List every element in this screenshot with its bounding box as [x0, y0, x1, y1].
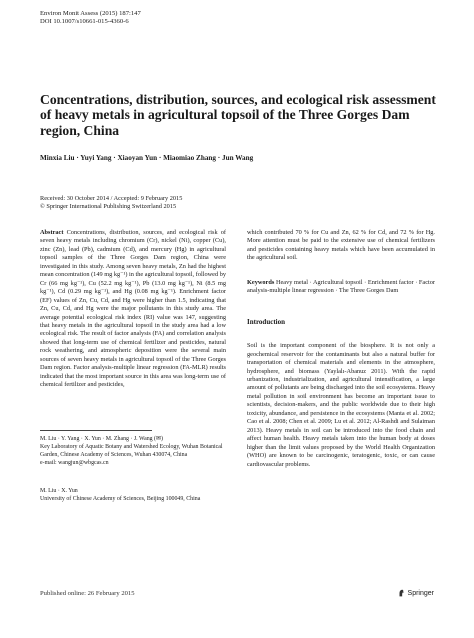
affiliation-separator: [40, 430, 152, 431]
introduction-text: Soil is the important component of the biosphere. It is not only a geochemical reservoir for the contaminants but also a natural buffer for transportation of chemical materials and elements in the atmosphere, hydrosphere, and biomass (Yaylalı-Abanuz 2011). With the rapid urbanization, industrialization, and agricultural intensification, a large amount of pollutants are being discharged into the soil ecosystems. Heavy metal pollution in soil environment has become an important issue to scientists, decision-makers, and the public worldwide due to their high toxicity, abundance, and persistence in the ecosystems (Manta et al. 2002; Cao et al. 2008; Chen et al. 2009; Lu et al. 2012; Al-Rashdi and Sulaiman 2013). Heavy metals in soil can be introduced into the food chain and affect human health. Heavy metals taken into the human body at doses higher than the limit values proposed by the World Health Organization (WHO) are known to be carcinogenic, teratogenic, toxic, or can cause cardiovascular problems.: [247, 342, 435, 468]
abstract: [40, 229, 226, 390]
introduction-heading: Introduction: [247, 317, 285, 326]
keywords: [247, 279, 435, 296]
journal-citation: Environ Monit Assess (2015) 187:147: [40, 10, 141, 17]
received-accepted: Received: 30 October 2014 / Accepted: 9 February 2015: [40, 195, 183, 202]
author-list: Minxia Liu · Yuyi Yang · Xiaoyan Yun · Miaomiao Zhang · Jun Wang: [40, 154, 254, 162]
abstract-continuation: which contributed 70 % for Cu and Zn, 62 % for Cd, and 72 % for Hg. More attention must be paid to the extensive use of chemical fertilizers and pesticides containing heavy metals which have been accumulated in the agricultural soil.: [247, 229, 435, 262]
abstract-text: Concentrations, distribution, sources, and ecological risk of seven heavy metals including chromium (Cr), nickel (Ni), copper (Cu), zinc (Zn), lead (Pb), cadmium (Cd), and mercury (Hg) in agricultural topsoil samples of the Three Gorges Dam region, China were investigated in this study. Among seven heavy metals, Zn had the highest mean concentration (149 mg kg⁻¹) in the agricultural topsoil, followed by Cr (66 mg kg⁻¹), Cu (52.2 mg kg⁻¹), Pb (13.0 mg kg⁻¹), Ni (8.5 mg kg⁻¹), Cd (0.29 mg kg⁻¹), and Hg (0.08 mg kg⁻¹). Enrichment factor (EF) values of Zn, Cu, Cd, and Hg were higher than 1.5, indicating that Zn, Cu, Cd, and Hg were the major pollutants in this study area. The average potential ecological risk index (RI) value was 147, suggesting that heavy metals in the agricultural topsoil in the study area had a low ecological risk. The result of factor analysis (FA) and correlation analysis showed that long-term use of chemical fertilizer and pesticides, natural rock weathering, and atmospheric deposition were the several main sources of seven heavy metals in agricultural topsoil of the Three Gorges Dam region. Factor analysis-multiple linear regression (FA-MLR) results indicated that the most important source in this area was long-term use of chemical fertilizer and pesticides,: [40, 229, 226, 389]
article-title: Concentrations, distribution, sources, and ecological risk assessment of heavy metals in agricultural topsoil of the Three Gorges Dam region, China: [40, 92, 436, 138]
publisher-name: Springer: [407, 589, 434, 597]
copyright: © Springer International Publishing Switzerland 2015: [40, 203, 177, 211]
doi[interactable]: DOI 10.1007/s10661-015-4360-6: [40, 18, 129, 26]
affiliation-1-email[interactable]: e-mail: wangjun@wbgcas.cn: [40, 459, 109, 466]
affiliation-2-org: University of Chinese Academy of Sciences, Beijing 100049, China: [40, 495, 201, 502]
published-online: Published online: 26 February 2015: [40, 590, 135, 597]
left-column: [40, 229, 226, 390]
springer-horse-icon: [398, 589, 405, 597]
affiliation-2: [40, 488, 230, 504]
keywords-text: Heavy metal · Agricultural topsoil · Enrichment factor · Factor analysis-multiple linear regression · The Three Gorges Dam: [247, 278, 436, 295]
right-column: [247, 229, 435, 469]
affiliation-2-names: M. Liu · X. Yun: [40, 488, 78, 494]
affiliation-1-org: Key Laboratory of Aquatic Botany and Watershed Ecology, Wuhan Botanical Garden, Chinese Academy of Sciences, Wuhan 430074, China: [40, 443, 223, 458]
affiliation-1-names: M. Liu · Y. Yang · X. Yun · M. Zhang · J. Wang (✉): [40, 436, 163, 442]
abstract-label: Abstract: [40, 229, 64, 236]
running-header: [40, 10, 141, 27]
page-footer: [40, 590, 434, 602]
article-dates: [40, 195, 440, 211]
affiliation-1: [40, 436, 230, 468]
keywords-label: Keywords: [247, 278, 275, 286]
publisher-logo: [398, 589, 434, 597]
